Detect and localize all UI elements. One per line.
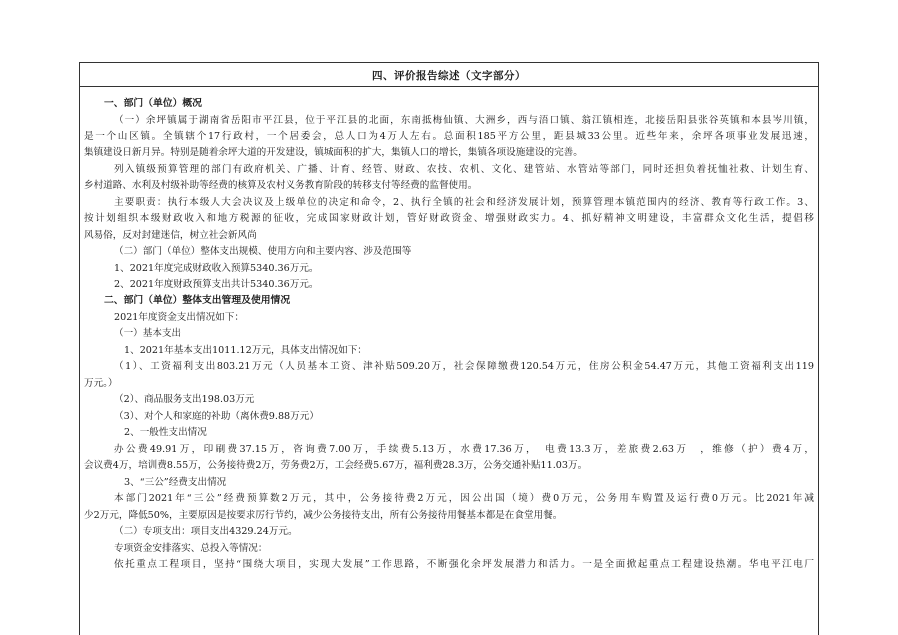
- list-item: （3）、对个人和家庭的补助（离休费9.88万元）: [114, 411, 319, 422]
- paragraph-line: 列入镇级预算管理的部门有政府机关、广播、计育、经管、财政、农技、农机、文化、建管站、水管站等部门，同时还担负着抚恤社救、计划生育、: [114, 164, 814, 175]
- report-table: [79, 62, 819, 635]
- paragraph-line: 按计划组织本级财政收入和地方税源的征收，完成国家财政计划，管好财政资金、增强财政实力。4、抓好精神文明建设，丰富群众文化生活，提倡移: [84, 213, 814, 224]
- list-item: 3、“三公”经费支出情况: [124, 477, 227, 488]
- paragraph-line: 乡村道路、水利及村级补助等经费的核算及农村义务教育阶段的转移支付等经费的监督使用。: [84, 180, 478, 191]
- list-item: （1）、工资福利支出803.21万元（人员基本工资、津补贴509.20万，社会保障缴费120.54万元，住房公积金54.47万元，其他工资福利支出119: [114, 361, 814, 372]
- paragraph-line: 是一个山区镇。全镇辖个17行政村，一个居委会，总人口为4万人左右。总面积185平方公里，距县城33公里。近些年来，余坪各项事业发展迅速，: [84, 131, 814, 142]
- paragraph-line: 办公费49.91万，印刷费37.15万，咨询费7.00万，手续费5.13万，水费17.36万， 电费13.3万，差旅费2.63万 ，维修（护）费4万，: [114, 444, 814, 455]
- list-item: 1、2021年基本支出1011.12万元，具体支出情况如下：: [124, 345, 367, 356]
- paragraph-line: 专项资金安排落实、总投入等情况：: [114, 543, 268, 554]
- section-title: 四、评价报告综述（文字部分）: [372, 70, 526, 82]
- paragraph-line: 风易俗，反对封建迷信，树立社会新风尚: [84, 230, 257, 241]
- subheading-scale: （二）部门（单位）整体支出规模、使用方向和主要内容、涉及范围等: [114, 246, 412, 257]
- list-item: 2、一般性支出情况: [124, 427, 207, 438]
- heading-overview: 一、部门（单位）概况: [104, 98, 202, 109]
- paragraph-line: 会议费4万，培训费8.55万，公务接待费2万，劳务费2万，工会经费5.67万，福利费28.3万，公务交通补贴11.03万。: [84, 460, 588, 471]
- paragraph-line: （一）余坪镇属于湖南省岳阳市平江县，位于平江县的北面，东南抵梅仙镇、大洲乡，西与浯口镇、翁江镇相连，北接岳阳县张谷英镇和本县岑川镇，: [114, 115, 814, 126]
- list-item: 2、2021年度财政预算支出共计5340.36万元。: [114, 279, 319, 290]
- paragraph-line: 少2万元，降低50%，主要原因是按要求厉行节约，减少公务接待支出，所有公务接待用餐基本都是在食堂用餐。: [84, 510, 563, 521]
- heading-expenditure: 二、部门（单位）整体支出管理及使用情况: [104, 295, 291, 306]
- paragraph-line: 本部门2021年“三公”经费预算数2万元，其中，公务接待费2万元，因公出国（境）费0万元，公务用车购置及运行费0万元。比2021年减: [114, 493, 814, 504]
- paragraph-line: 万元。）: [84, 378, 118, 389]
- list-item: （2）、商品服务支出198.03万元: [114, 394, 255, 405]
- paragraph-line: 集镇建设日新月异。特别是随着余坪大道的开发建设，镇城面积的扩大，集镇人口的增长，集镇各项设施建设的完善。: [84, 147, 583, 158]
- paragraph-line: 依托重点工程项目，坚持“围绕大项目，实现大发展”工作思路，不断强化余坪发展潜力和活力。一是全面掀起重点工程建设热潮。华电平江电厂: [114, 559, 814, 570]
- subheading-special: （二）专项支出：项目支出4329.24万元。: [114, 526, 298, 537]
- subheading-basic: （一）基本支出: [114, 328, 182, 339]
- paragraph-line: 2021年度资金支出情况如下：: [114, 312, 244, 323]
- list-item: 1、2021年度完成财政收入预算5340.36万元。: [114, 263, 319, 274]
- paragraph-line: 主要职责：执行本级人大会决议及上级单位的决定和命令，2、执行全镇的社会和经济发展计划，预算管理本镇范围内的经济、教育等行政工作。3、: [114, 197, 814, 208]
- title-row: [80, 63, 818, 87]
